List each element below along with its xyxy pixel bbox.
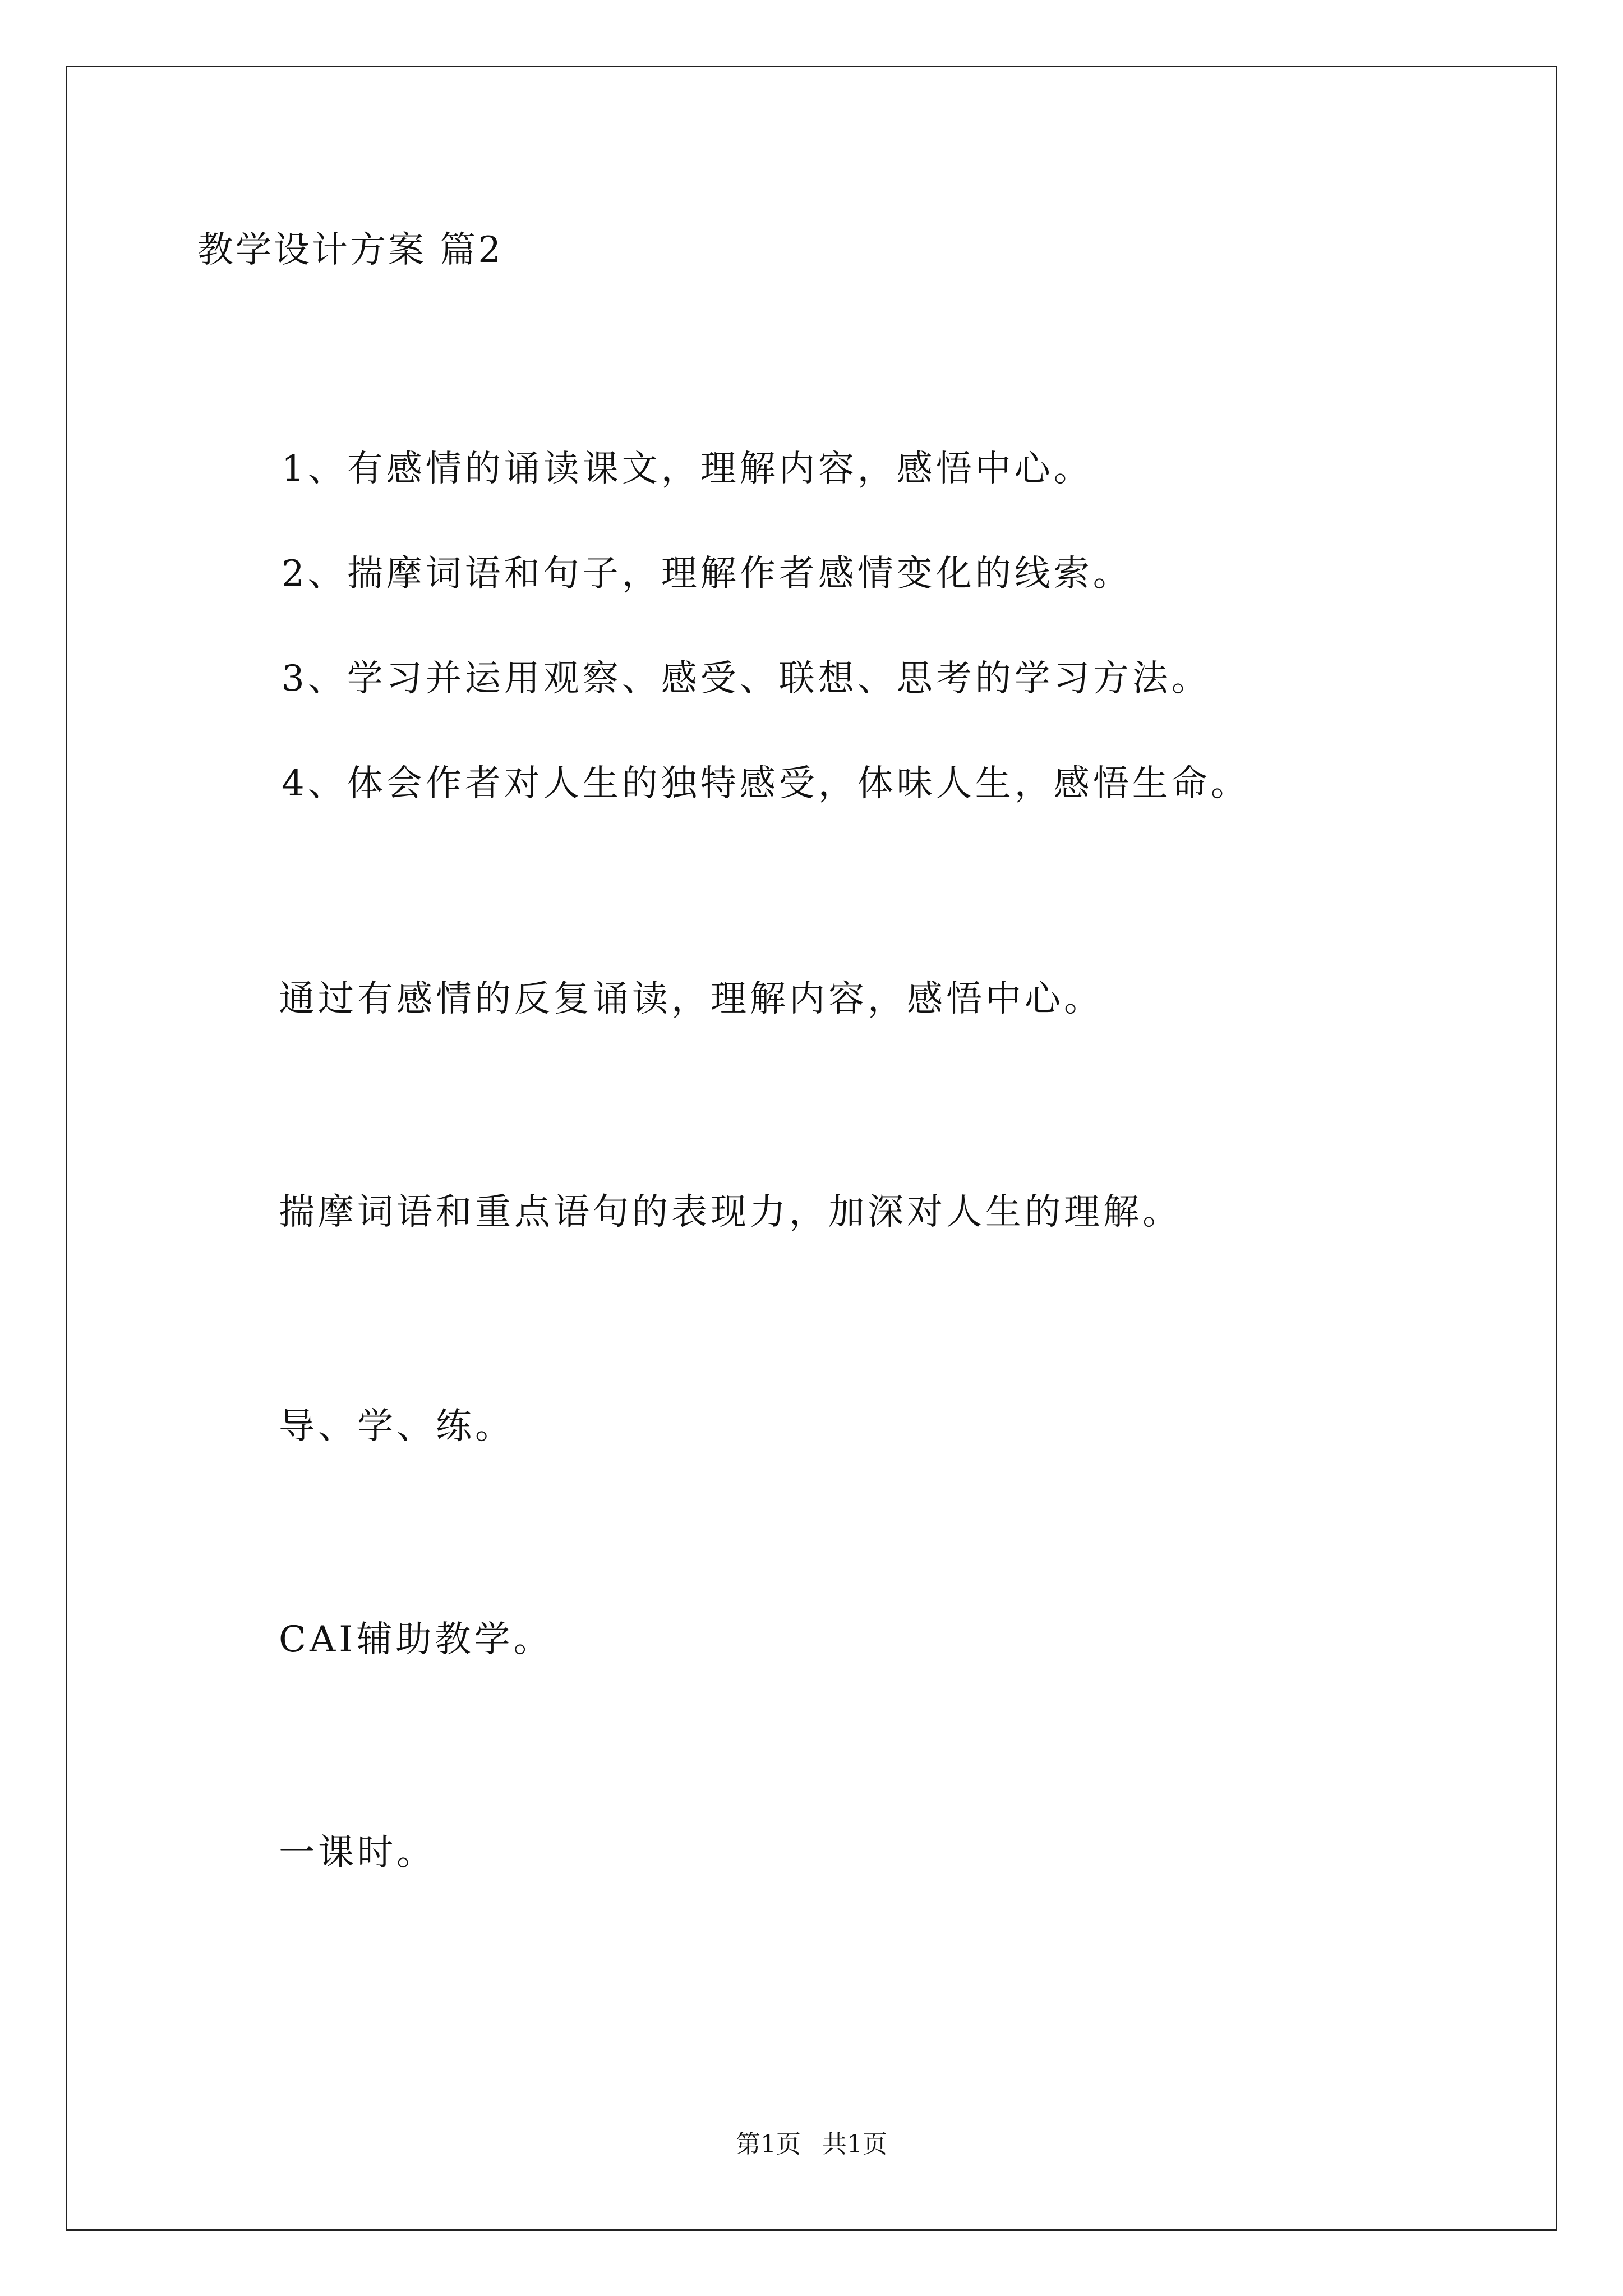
tools-paragraph: CAI辅助教学。 xyxy=(279,1619,553,1660)
duration-paragraph: 一课时。 xyxy=(279,1832,436,1874)
document-title: 教学设计方案 篇2 xyxy=(197,229,504,271)
objective-item-4: 4、体会作者对人生的独特感受，体味人生，感悟生命。 xyxy=(282,763,1250,804)
objective-item-3: 3、学习并运用观察、感受、联想、思考的学习方法。 xyxy=(282,658,1211,700)
key-point-paragraph: 通过有感情的反复诵读，理解内容，感悟中心。 xyxy=(279,978,1103,1020)
page-border xyxy=(66,66,1557,2231)
method-paragraph: 导、学、练。 xyxy=(279,1406,514,1447)
difficulty-paragraph: 揣摩词语和重点语句的表现力，加深对人生的理解。 xyxy=(279,1191,1182,1233)
page-number: 第1页 xyxy=(736,2130,801,2159)
objective-item-2: 2、揣摩词语和句子，理解作者感情变化的线索。 xyxy=(282,553,1132,595)
objective-item-1: 1、有感情的诵读课文，理解内容，感悟中心。 xyxy=(282,448,1093,490)
page-total: 共1页 xyxy=(822,2130,887,2159)
page-footer xyxy=(0,2129,1623,2160)
